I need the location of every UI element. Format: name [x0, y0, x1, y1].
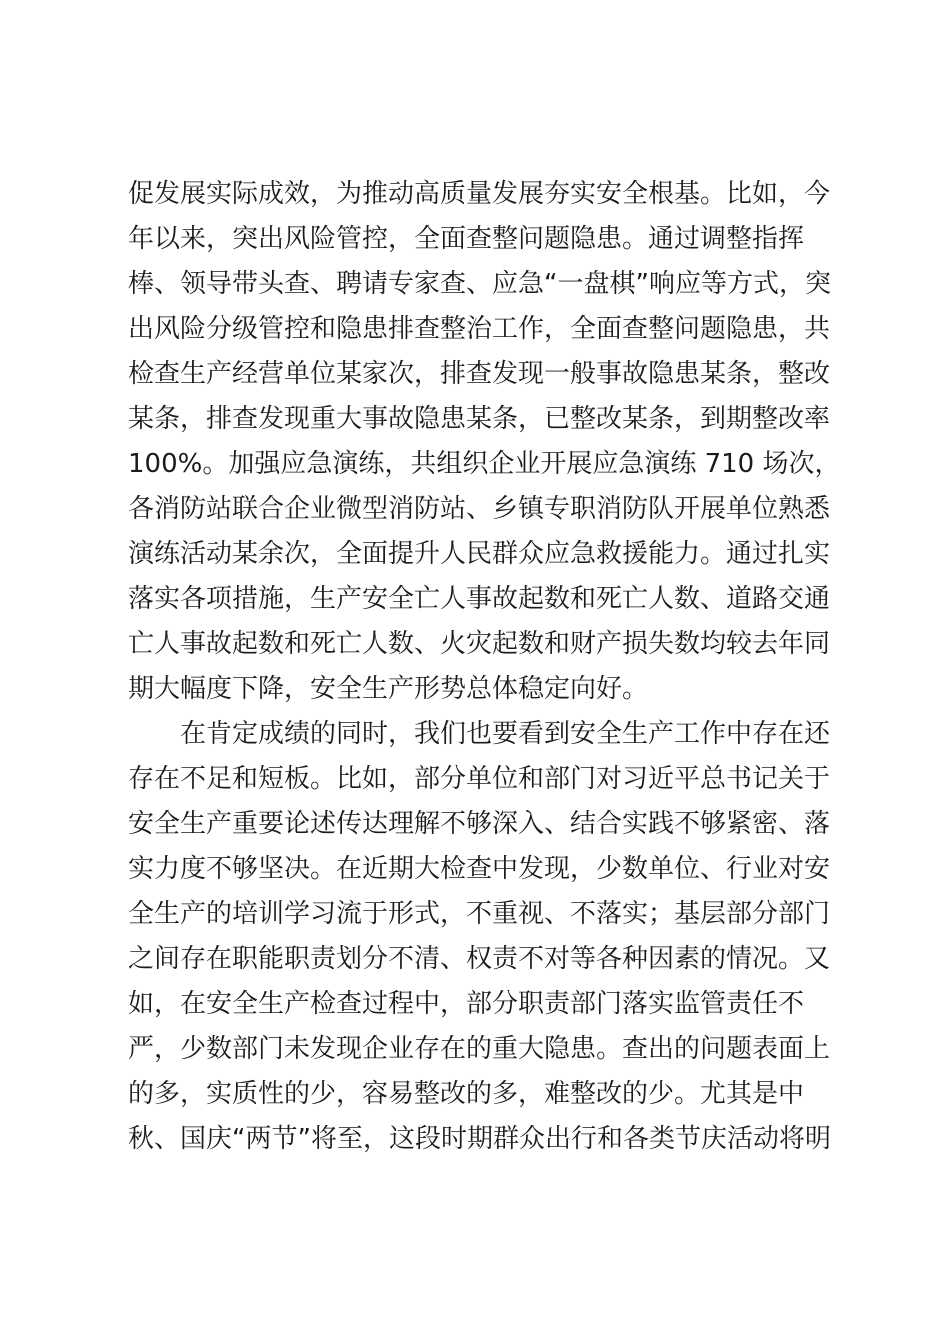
text-line: 亡人事故起数和死亡人数、火灾起数和财产损失数均较去年同	[128, 629, 831, 659]
text-line: 检查生产经营单位某家次，排查发现一般事故隐患某条，整改	[128, 359, 831, 389]
text-line: 演练活动某余次，全面提升人民群众应急救援能力。通过扎实	[128, 539, 831, 569]
text-line: 各消防站联合企业微型消防站、乡镇专职消防队开展单位熟悉	[128, 494, 831, 524]
text-line: 促发展实际成效，为推动高质量发展夯实安全根基。比如，今	[128, 179, 831, 209]
text-line: 安全生产重要论述传达理解不够深入、结合实践不够紧密、落	[128, 809, 831, 839]
text-line: 秋、国庆“两节”将至，这段时期群众出行和各类节庆活动将明	[128, 1124, 831, 1154]
text-line: 实力度不够坚决。在近期大检查中发现，少数单位、行业对安	[128, 854, 831, 884]
paragraph-first-line: 在肯定成绩的同时，我们也要看到安全生产工作中存在还	[180, 719, 831, 749]
text-line: 严，少数部门未发现企业存在的重大隐患。查出的问题表面上	[128, 1034, 831, 1064]
text-line: 出风险分级管控和隐患排查整治工作，全面查整问题隐患，共	[128, 314, 831, 344]
text-line: 之间存在职能职责划分不清、权责不对等各种因素的情况。又	[128, 944, 831, 974]
text-line: 棒、领导带头查、聘请专家查、应急“一盘棋”响应等方式，突	[128, 269, 831, 299]
text-line: 某条，排查发现重大事故隐患某条，已整改某条，到期整改率	[128, 404, 831, 434]
text-line: 全生产的培训学习流于形式，不重视、不落实；基层部分部门	[128, 899, 831, 929]
text-line: 100%。加强应急演练，共组织企业开展应急演练 710 场次，	[128, 449, 841, 479]
text-line: 期大幅度下降，安全生产形势总体稳定向好。	[128, 674, 649, 704]
text-line: 如，在安全生产检查过程中，部分职责部门落实监管责任不	[128, 989, 805, 1019]
text-line: 落实各项措施，生产安全亡人事故起数和死亡人数、道路交通	[128, 584, 831, 614]
text-line: 的多，实质性的少，容易整改的多，难整改的少。尤其是中	[128, 1079, 805, 1109]
text-line: 存在不足和短板。比如，部分单位和部门对习近平总书记关于	[128, 764, 831, 794]
body-text	[128, 172, 841, 1162]
text-line: 年以来，突出风险管控，全面查整问题隐患。通过调整指挥	[128, 224, 805, 254]
